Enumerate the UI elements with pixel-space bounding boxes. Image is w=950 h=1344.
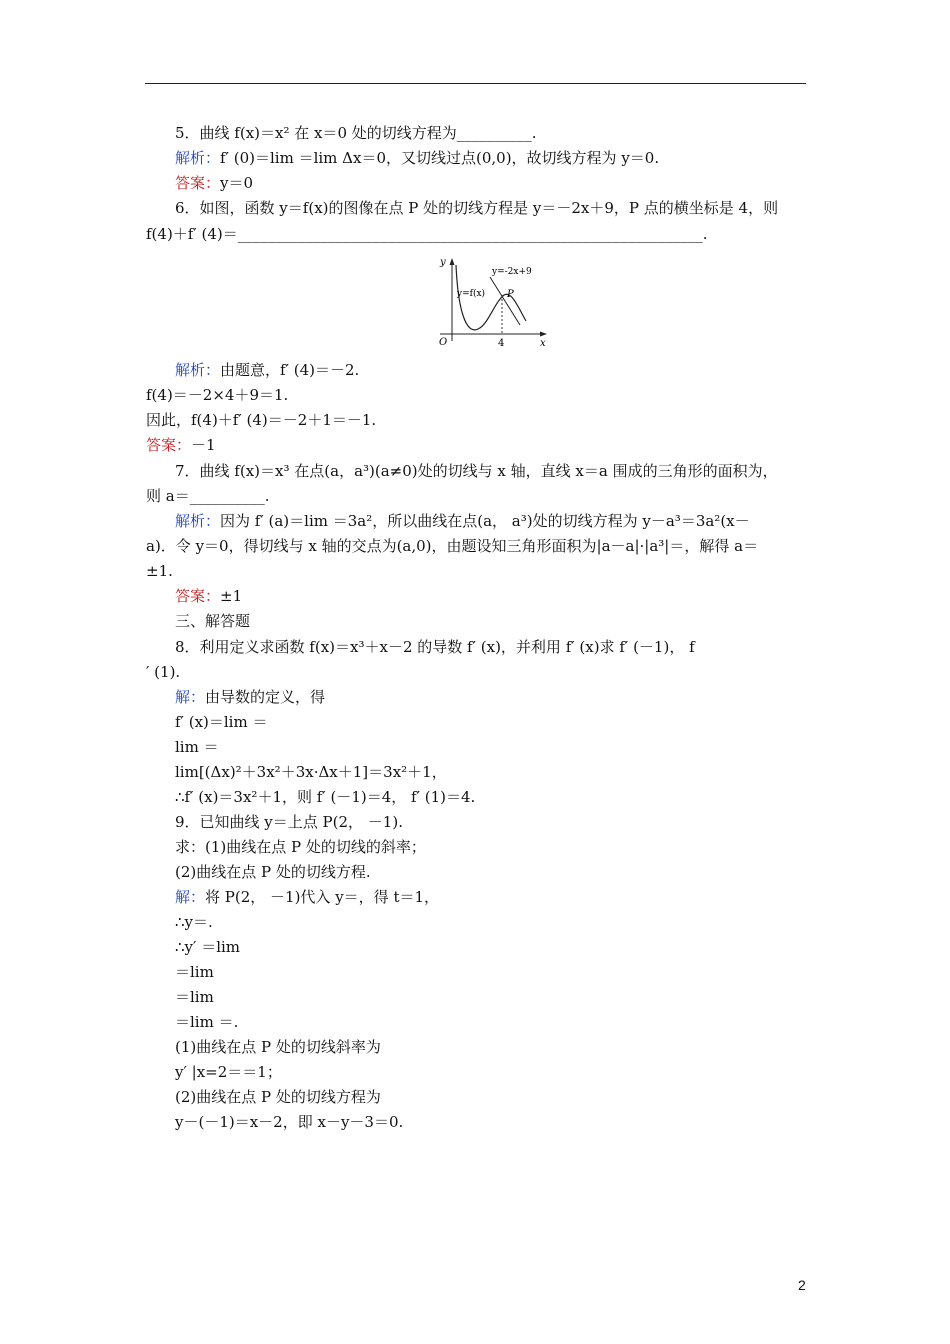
line-text: (2)曲线在点 P 处的切线方程为 [175, 1088, 381, 1106]
line-q9 [175, 812, 403, 832]
line-text: 将 P(2， －1)代入 y＝，得 t＝1， [205, 888, 440, 906]
line-text: ＝lim ＝. [175, 1013, 239, 1031]
x-axis-label: x [540, 338, 546, 349]
line-sec3 [175, 611, 250, 631]
line-text: 5．曲线 f(x)＝x² 在 x＝0 处的切线方程为__________. [175, 124, 537, 142]
line-q9-1 [175, 837, 426, 857]
tick-4-label: 4 [498, 338, 505, 349]
solution-label: 解： [175, 688, 206, 706]
line-q6-ans [146, 435, 216, 455]
line-q7-b [146, 486, 269, 506]
y-axis-arrow-icon [450, 258, 455, 265]
line-q8-s1 [175, 712, 267, 732]
line-text: 三、解答题 [175, 612, 251, 630]
line-q5-sol [175, 148, 659, 168]
answer-label: 答案： [175, 174, 221, 192]
line-text: 由导数的定义，得 [205, 688, 326, 706]
line-q9-s8 [175, 1087, 381, 1107]
line-text: f′ (x)＝lim ＝ [175, 713, 268, 731]
line-text: ＝lim [175, 988, 214, 1006]
line-text: ±1. [146, 562, 173, 580]
line-q9-s1 [175, 912, 213, 932]
origin-label: O [439, 337, 448, 348]
page-number: 2 [798, 1277, 806, 1293]
line-q8-s2 [175, 737, 219, 757]
line-q9-s9 [175, 1112, 403, 1132]
line-q8 [175, 637, 695, 657]
answer-label: 答案： [175, 587, 221, 605]
line-text: －1 [191, 436, 216, 454]
line-q6-sol [175, 360, 359, 380]
tangent-label: y=-2x+9 [492, 267, 532, 277]
curve-label: y=f(x) [457, 289, 486, 299]
line-text: 因为 f′ (a)＝lim ＝3a²，所以曲线在点(a， a³)处的切线方程为 y－a³＝3a²(x－ [220, 512, 750, 530]
line-text: lim[(Δx)²＋3x²＋3x·Δx＋1]＝3x²＋1， [175, 763, 447, 781]
line-q9-2 [175, 862, 371, 882]
line-q9-s3 [175, 962, 214, 982]
solution-label: 解： [175, 888, 206, 906]
line-text: ±1 [220, 587, 243, 605]
solution-label: 解析： [175, 361, 221, 379]
line-q6-s2 [146, 385, 288, 405]
line-text: 7．曲线 f(x)＝x³ 在点(a，a³)(a≠0)处的切线与 x 轴，直线 x＝a 围成的三角形的面积为， [175, 462, 778, 480]
line-q9-s7 [175, 1062, 282, 1082]
line-q6 [175, 198, 778, 218]
line-text: lim ＝ [175, 738, 219, 756]
line-text: f(4)＝－2×4＋9＝1. [146, 386, 289, 404]
y-axis-label: y [440, 257, 446, 268]
line-text: 9．已知曲线 y＝上点 P(2， －1). [175, 813, 403, 831]
line-text: 8．利用定义求函数 f(x)＝x³＋x－2 的导数 f′ (x)，并利用 f′ (x)求 f′ (－1)， f [175, 638, 695, 656]
line-q8-b [146, 662, 180, 682]
line-q7-s2 [146, 536, 758, 556]
line-text: 求：(1)曲线在点 P 处的切线的斜率； [175, 838, 426, 856]
line-text: ∴f′ (x)＝3x²＋1，则 f′ (－1)＝4， f′ (1)＝4. [175, 788, 476, 806]
line-text: ′ (1). [146, 663, 181, 681]
x-axis-arrow-icon [540, 332, 547, 337]
line-text: a)．令 y＝0，得切线与 x 轴的交点为(a,0)，由题设知三角形面积为|a－a|·|a³|＝，解得 a＝ [146, 537, 759, 555]
line-text: y＝0 [220, 174, 254, 192]
line-text: f′ (0)＝lim ＝lim Δx＝0，又切线过点(0,0)，故切线方程为 y＝0. [220, 149, 660, 167]
line-q8-s4 [175, 787, 475, 807]
line-text: ＝lim [175, 963, 214, 981]
line-q6-s3 [146, 410, 376, 430]
line-q9-s6 [175, 1037, 381, 1057]
line-text: 6．如图，函数 y＝f(x)的图像在点 P 处的切线方程是 y＝－2x＋9，P 点的横坐标是 4，则 [175, 199, 779, 217]
point-p-label: P [507, 289, 514, 300]
line-text: 因此，f(4)＋f′ (4)＝－2＋1＝－1. [146, 411, 377, 429]
solution-label: 解析： [175, 149, 221, 167]
line-text: ∴y＝. [175, 913, 213, 931]
line-q9-sol [175, 887, 439, 907]
answer-label: 答案： [146, 436, 192, 454]
line-text: 由题意，f′ (4)＝－2. [220, 361, 360, 379]
line-text: y－(－1)＝x－2，即 x－y－3＝0. [175, 1113, 404, 1131]
line-q7-s3 [146, 561, 173, 581]
line-q5 [175, 123, 537, 143]
line-text: y′ |x=2＝＝1； [175, 1063, 282, 1081]
line-q5-ans [175, 173, 253, 193]
line-q8-sol [175, 687, 325, 707]
line-text: (1)曲线在点 P 处的切线斜率为 [175, 1038, 381, 1056]
solution-label: 解析： [175, 512, 221, 530]
line-text: 则 a＝__________. [146, 487, 270, 505]
line-q9-s4 [175, 987, 214, 1007]
header-rule [145, 83, 806, 84]
line-q9-s5 [175, 1012, 238, 1032]
line-q6-b [146, 224, 708, 244]
line-q9-s2 [175, 937, 240, 957]
line-q7 [175, 461, 778, 481]
function-graph-figure [430, 255, 560, 355]
line-text: f(4)＋f′ (4)＝______________________________________________________________. [146, 225, 708, 243]
line-q8-s3 [175, 762, 447, 782]
line-text: ∴y′ ＝lim [175, 938, 241, 956]
line-text: (2)曲线在点 P 处的切线方程. [175, 863, 371, 881]
line-q7-ans [175, 586, 242, 606]
line-q7-sol [175, 511, 750, 531]
